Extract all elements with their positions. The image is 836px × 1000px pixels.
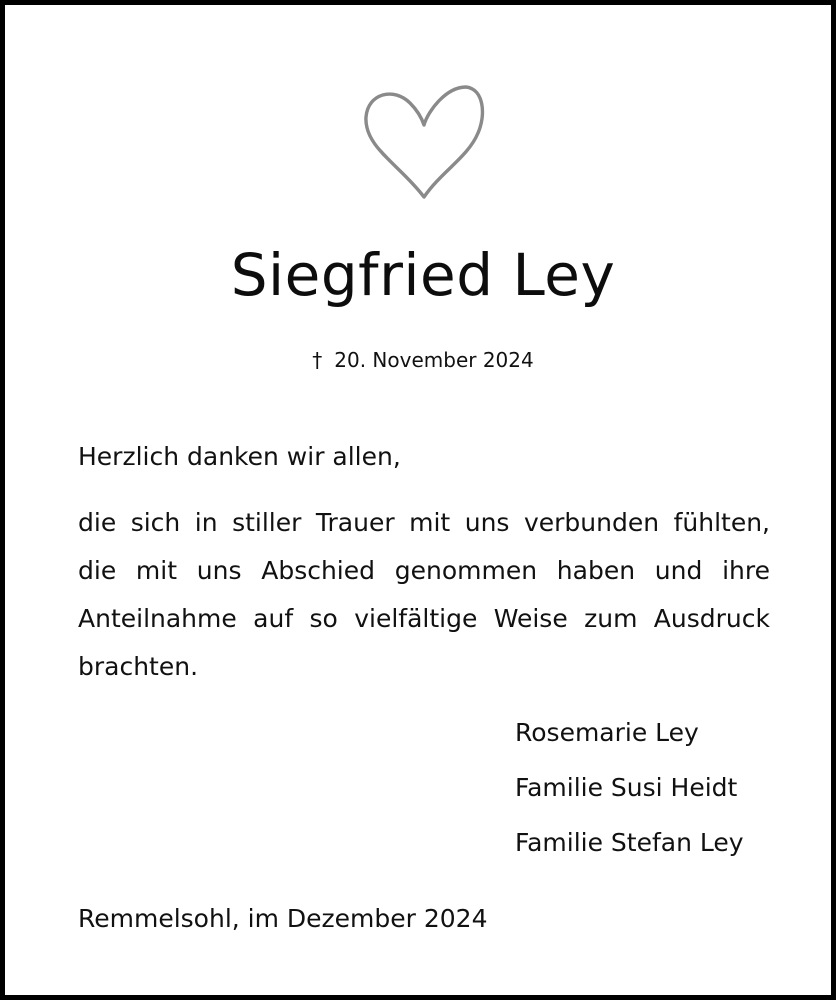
death-date: 20. November 2024 [334, 348, 534, 372]
signer: Rosemarie Ley [515, 718, 699, 747]
cross-icon: † [312, 348, 323, 372]
greeting: Herzlich danken wir allen, [78, 442, 401, 471]
heart-outline-icon [360, 81, 488, 201]
death-date-line [5, 345, 836, 375]
signer: Familie Stefan Ley [515, 828, 744, 857]
deceased-name: Siegfried Ley [230, 241, 616, 309]
place-date: Remmelsohl, im Dezember 2024 [78, 904, 488, 933]
signers [515, 705, 744, 870]
thanks-text: die sich in stiller Trauer mit uns verbunden fühlten, die mit uns Abschied genommen haben und ihre Anteilnahme auf so vielfältige Weise zum Ausdruck brachten. [78, 508, 770, 681]
signer: Familie Susi Heidt [515, 773, 738, 802]
